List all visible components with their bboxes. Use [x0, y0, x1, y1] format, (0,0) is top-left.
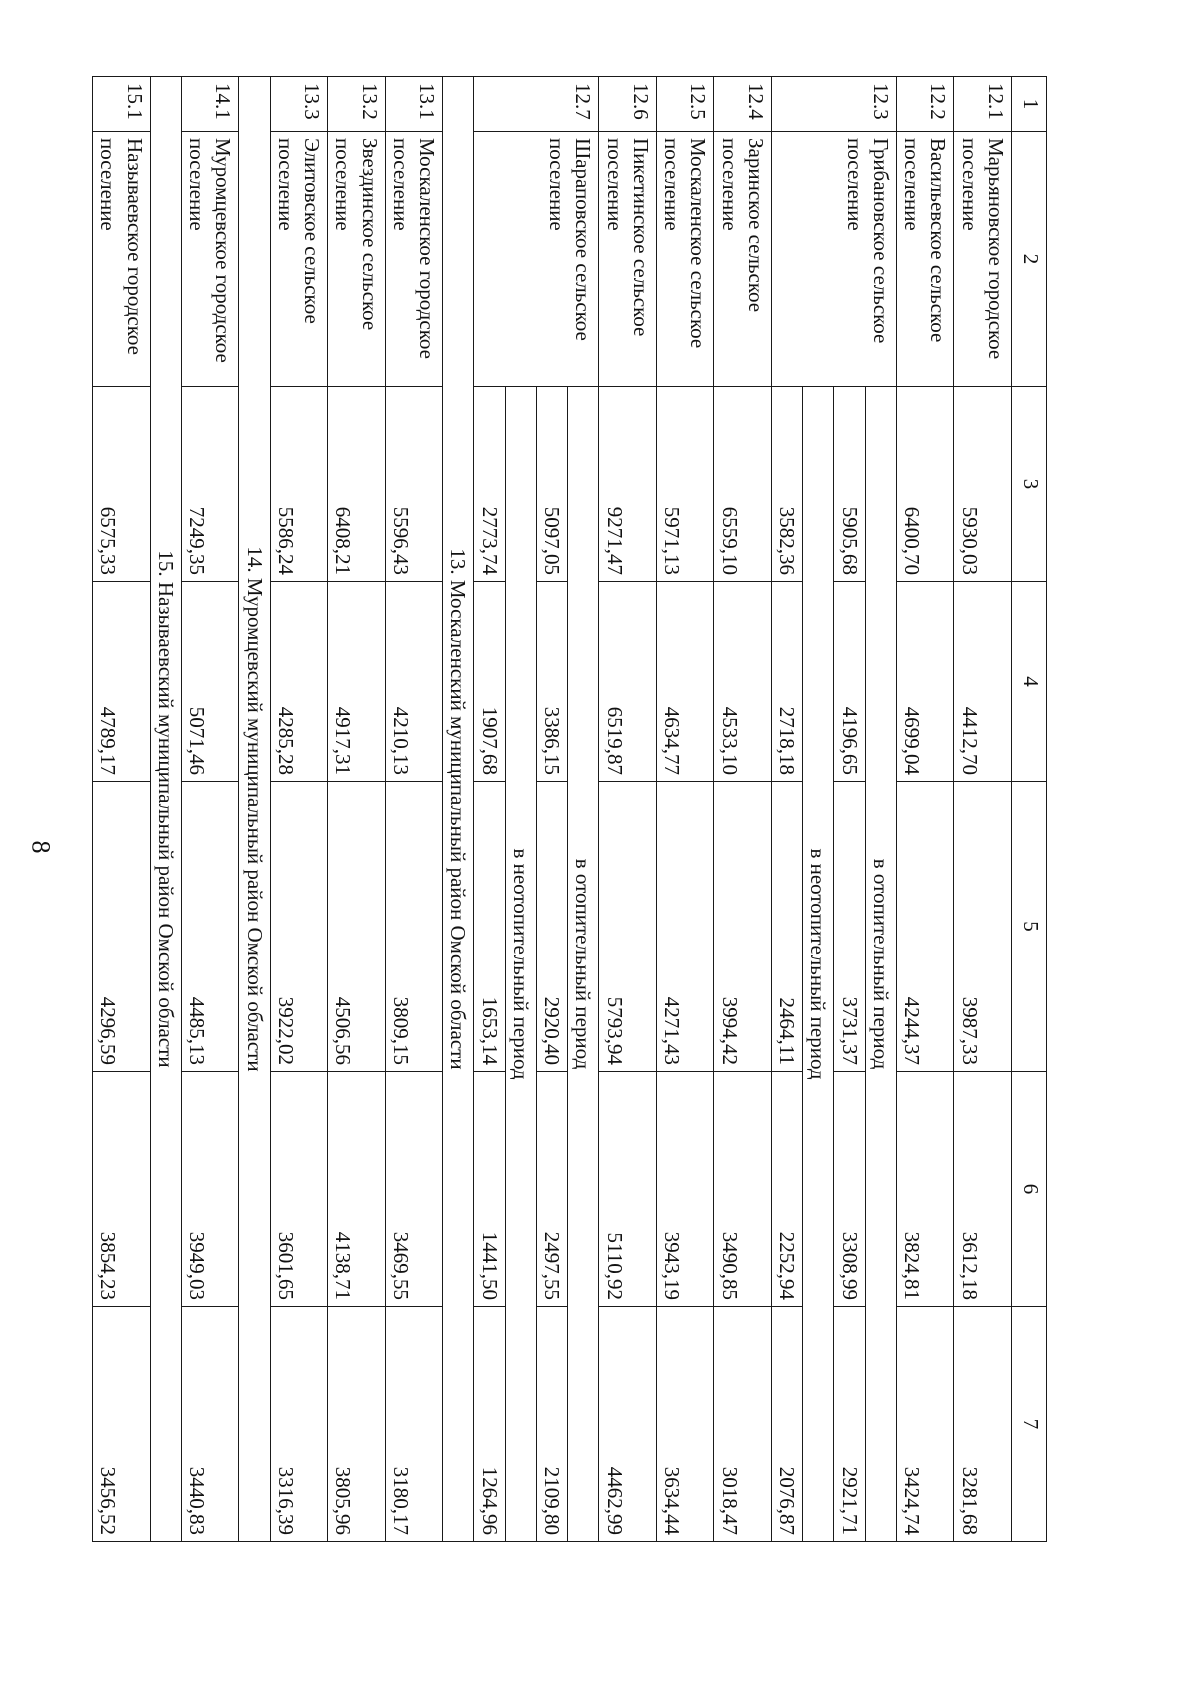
- value-cell: 1441,50: [474, 1072, 505, 1307]
- row-number: 12.1: [954, 77, 1012, 132]
- value-cell: 2497,55: [537, 1072, 568, 1307]
- value-cell: 1264,96: [474, 1307, 505, 1542]
- value-cell: 4271,43: [657, 782, 715, 1072]
- header-cell: 6: [1012, 1072, 1047, 1307]
- table-row: [865, 77, 896, 1542]
- table-row: [954, 77, 1012, 1542]
- table-row: [270, 77, 328, 1542]
- row-number: 12.3: [772, 77, 897, 132]
- value-cell: 3316,39: [270, 1307, 328, 1542]
- settlement-name: Грибановское сельское поселение: [772, 132, 897, 387]
- value-cell: 6575,33: [93, 387, 151, 582]
- value-cell: 5596,43: [385, 387, 443, 582]
- value-cell: 3612,18: [954, 1072, 1012, 1307]
- value-cell: 2718,18: [772, 582, 803, 782]
- section-title: 14. Муромцевский муниципальный район Омской области: [239, 77, 270, 1542]
- page-number: 8: [26, 840, 56, 854]
- period-label-non-heating: в неотопительный период: [505, 387, 536, 1542]
- value-cell: 3943,19: [657, 1072, 715, 1307]
- value-cell: 2464,11: [772, 782, 803, 1072]
- value-cell: 4138,71: [328, 1072, 386, 1307]
- value-cell: 3805,96: [328, 1307, 386, 1542]
- value-cell: 3824,81: [897, 1072, 955, 1307]
- row-number: 12.2: [897, 77, 955, 132]
- value-cell: 7249,35: [182, 387, 240, 582]
- value-cell: 3809,15: [385, 782, 443, 1072]
- value-cell: 4917,31: [328, 582, 386, 782]
- section-row: [443, 77, 474, 1542]
- value-cell: 3424,74: [897, 1307, 955, 1542]
- settlement-name: Муромцевское городское поселение: [182, 132, 240, 387]
- value-cell: 4210,13: [385, 582, 443, 782]
- value-cell: 5930,03: [954, 387, 1012, 582]
- value-cell: 4244,37: [897, 782, 955, 1072]
- header-row: [1012, 77, 1047, 1542]
- row-number: 13.2: [328, 77, 386, 132]
- row-number: 13.3: [270, 77, 328, 132]
- value-cell: 4506,56: [328, 782, 386, 1072]
- value-cell: 1653,14: [474, 782, 505, 1072]
- row-number: 12.6: [599, 77, 657, 132]
- rotated-table-container: [96, 76, 1047, 1541]
- value-cell: 3281,68: [954, 1307, 1012, 1542]
- value-cell: 4485,13: [182, 782, 240, 1072]
- row-number: 12.7: [474, 77, 599, 132]
- value-cell: 4285,28: [270, 582, 328, 782]
- value-cell: 5905,68: [834, 387, 865, 582]
- value-cell: 3440,83: [182, 1307, 240, 1542]
- value-cell: 3987,33: [954, 782, 1012, 1072]
- value-cell: 3634,44: [657, 1307, 715, 1542]
- settlement-name: Москаленское сельское поселение: [657, 132, 715, 387]
- header-cell: 2: [1012, 132, 1047, 387]
- value-cell: 4296,59: [93, 782, 151, 1072]
- header-cell: 7: [1012, 1307, 1047, 1542]
- value-cell: 6400,70: [897, 387, 955, 582]
- value-cell: 2921,71: [834, 1307, 865, 1542]
- value-cell: 3949,03: [182, 1072, 240, 1307]
- value-cell: 3018,47: [714, 1307, 772, 1542]
- settlement-name: Васильевское сельское поселение: [897, 132, 955, 387]
- value-cell: 3386,15: [537, 582, 568, 782]
- value-cell: 3922,02: [270, 782, 328, 1072]
- value-cell: 4789,17: [93, 582, 151, 782]
- period-label-non-heating: в неотопительный период: [803, 387, 834, 1542]
- value-cell: 3854,23: [93, 1072, 151, 1307]
- settlement-name: Называевское городское поселение: [93, 132, 151, 387]
- value-cell: 4196,65: [834, 582, 865, 782]
- value-cell: 3180,17: [385, 1307, 443, 1542]
- row-number: 12.4: [714, 77, 772, 132]
- table-row: [657, 77, 715, 1542]
- value-cell: 5110,92: [599, 1072, 657, 1307]
- table-row: [599, 77, 657, 1542]
- section-title: 15. Называевский муниципальный район Омской области: [150, 77, 181, 1542]
- value-cell: 3994,42: [714, 782, 772, 1072]
- row-number: 13.1: [385, 77, 443, 132]
- value-cell: 5586,24: [270, 387, 328, 582]
- settlement-name: Заринское сельское поселение: [714, 132, 772, 387]
- settlement-name: Москаленское городское поселение: [385, 132, 443, 387]
- table-row: [93, 77, 151, 1542]
- value-cell: 2076,87: [772, 1307, 803, 1542]
- value-cell: 5971,13: [657, 387, 715, 582]
- row-number: 14.1: [182, 77, 240, 132]
- header-cell: 5: [1012, 782, 1047, 1072]
- value-cell: 6519,87: [599, 582, 657, 782]
- value-cell: 3469,55: [385, 1072, 443, 1307]
- value-cell: 3490,85: [714, 1072, 772, 1307]
- value-cell: 3731,37: [834, 782, 865, 1072]
- table-row: [328, 77, 386, 1542]
- value-cell: 4699,04: [897, 582, 955, 782]
- header-cell: 3: [1012, 387, 1047, 582]
- table-row: [568, 77, 599, 1542]
- section-row: [150, 77, 181, 1542]
- header-cell: 4: [1012, 582, 1047, 782]
- value-cell: 6408,21: [328, 387, 386, 582]
- value-cell: 9271,47: [599, 387, 657, 582]
- value-cell: 1907,68: [474, 582, 505, 782]
- tariff-table: [92, 76, 1047, 1542]
- settlement-name: Шараповское сельское поселение: [474, 132, 599, 387]
- row-number: 15.1: [93, 77, 151, 132]
- value-cell: 3601,65: [270, 1072, 328, 1307]
- table-row: [897, 77, 955, 1542]
- value-cell: 2252,94: [772, 1072, 803, 1307]
- settlement-name: Марьяновское городское поселение: [954, 132, 1012, 387]
- table-row: [182, 77, 240, 1542]
- table-row: [714, 77, 772, 1542]
- header-cell: 1: [1012, 77, 1047, 132]
- settlement-name: Пикетинское сельское поселение: [599, 132, 657, 387]
- settlement-name: Элитовское сельское поселение: [270, 132, 328, 387]
- value-cell: 4412,70: [954, 582, 1012, 782]
- value-cell: 6559,10: [714, 387, 772, 582]
- settlement-name: Звездинское сельское поселение: [328, 132, 386, 387]
- value-cell: 4462,99: [599, 1307, 657, 1542]
- period-label-heating: в отопительный период: [568, 387, 599, 1542]
- value-cell: 3456,52: [93, 1307, 151, 1542]
- value-cell: 5071,46: [182, 582, 240, 782]
- value-cell: 4634,77: [657, 582, 715, 782]
- section-title: 13. Москаленский муниципальный район Омской области: [443, 77, 474, 1542]
- section-row: [239, 77, 270, 1542]
- value-cell: 2920,40: [537, 782, 568, 1072]
- value-cell: 5793,94: [599, 782, 657, 1072]
- value-cell: 3582,36: [772, 387, 803, 582]
- value-cell: 4533,10: [714, 582, 772, 782]
- period-label-heating: в отопительный период: [865, 387, 896, 1542]
- value-cell: 2109,80: [537, 1307, 568, 1542]
- table-row: [385, 77, 443, 1542]
- row-number: 12.5: [657, 77, 715, 132]
- value-cell: 5097,05: [537, 387, 568, 582]
- value-cell: 2773,74: [474, 387, 505, 582]
- value-cell: 3308,99: [834, 1072, 865, 1307]
